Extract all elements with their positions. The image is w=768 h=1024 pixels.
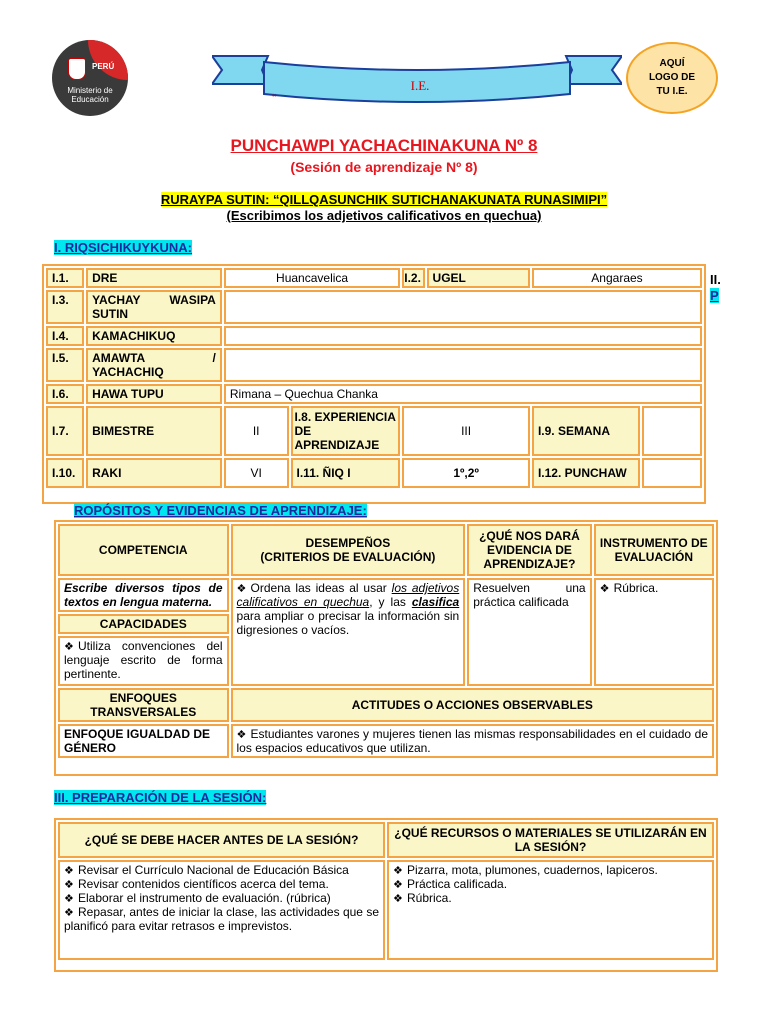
info-value-experience: III: [402, 406, 530, 456]
header-actitudes: ACTITUDES O ACCIONES OBSERVABLES: [231, 688, 714, 722]
section-2-heading: [74, 503, 367, 518]
info-key-2: [402, 268, 424, 288]
section-3-heading: [54, 790, 266, 805]
info-key-5: I.5.: [46, 348, 84, 382]
side-note-line1: II.: [710, 272, 721, 287]
info-label-bimester: BIMESTRE: [86, 406, 222, 456]
header-desempenos-line1: DESEMPEÑOS: [305, 536, 391, 550]
oval-line3: TU I.E.: [656, 86, 688, 97]
purposes-table-frame: [54, 520, 718, 776]
resource-item-3: Rúbrica.: [407, 891, 452, 905]
bullet-icon: ❖: [236, 583, 247, 595]
bullet-icon: ❖: [64, 879, 74, 891]
info-key-7: I.7.: [46, 406, 84, 456]
enfoque-text: ENFOQUE IGUALDAD DE GÉNERO: [58, 724, 229, 758]
section-1-text: I. RIQSICHIKUYKUNA:: [54, 240, 192, 255]
school-logo-placeholder: [626, 42, 718, 114]
info-value-teacher: [224, 348, 702, 382]
section-2-text: ROPÓSITOS Y EVIDENCIAS DE APRENDIZAJE:: [74, 503, 367, 518]
prep-table: [56, 820, 716, 962]
info-value-week: [642, 406, 702, 456]
info-key-12: I.12.: [537, 466, 562, 480]
before-list: [58, 860, 385, 960]
header-capacidades: CAPACIDADES: [58, 614, 229, 634]
info-label-experience: EXPERIENCIA DE APRENDIZAJE: [294, 410, 396, 452]
info-label-area: HAWA TUPU: [86, 384, 222, 404]
capacidad-cell: [58, 636, 229, 686]
oval-line1: AQUÍ: [659, 58, 685, 69]
info-value-area: Rimana – Quechua Chanka: [224, 384, 702, 404]
section-3-text: III. PREPARACIÓN DE LA SESIÓN:: [54, 790, 267, 805]
list-item: [64, 877, 379, 891]
logo-country: PERÚ: [92, 62, 115, 71]
info-key-9: I.9.: [537, 424, 555, 438]
list-item: [393, 863, 708, 877]
resource-item-2: Práctica calificada.: [407, 877, 508, 891]
header-desempenos-line2: (CRITERIOS DE EVALUACIÓN): [260, 550, 436, 564]
info-label-dre: DRE: [86, 268, 222, 288]
bullet-icon: ❖: [393, 865, 403, 877]
info-key-1: I.1.: [46, 268, 84, 288]
header-evidencia: ¿QUÉ NOS DARÁ EVIDENCIA DE APRENDIZAJE?: [467, 524, 591, 576]
info-label-ugel: UGEL: [427, 268, 530, 288]
info-value-director: [224, 326, 702, 346]
bullet-icon: ❖: [393, 893, 403, 905]
list-item: [64, 891, 379, 905]
info-value-ugel: Angaraes: [532, 268, 702, 288]
info-value-day: [642, 458, 702, 488]
logo-ministry-line2: Educación: [71, 95, 109, 104]
header-enfoques: ENFOQUES TRANSVERSALES: [58, 688, 229, 722]
list-item: [393, 877, 708, 891]
before-item-1: Revisar el Currículo Nacional de Educación Básica: [78, 863, 349, 877]
info-grade-cell: [291, 458, 401, 488]
page-subtitle: (Sesión de aprendizaje Nº 8): [290, 159, 478, 175]
banner-quote: “: [272, 93, 277, 104]
bullet-icon: ❖: [236, 729, 247, 741]
info-experience-cell: [291, 406, 401, 456]
header-before-session: ¿QUÉ SE DEBE HACER ANTES DE LA SESIÓN?: [58, 822, 385, 858]
info-key-4: I.4.: [46, 326, 84, 346]
side-note-line2: P: [710, 288, 719, 303]
section-1-heading: [54, 240, 192, 255]
bullet-icon: ❖: [64, 893, 74, 905]
purposes-table: [56, 522, 716, 760]
bullet-icon: ❖: [599, 583, 610, 595]
actitud-text: Estudiantes varones y mujeres tienen las mismas responsabilidades en el cuidado de los espacios educativos que utilizan.: [236, 727, 708, 755]
bullet-icon: ❖: [64, 907, 74, 919]
desempeno-part-e: para ampliar o precisar la información sin digresiones o vacíos.: [236, 609, 460, 637]
logo-red-segment: [88, 40, 128, 80]
header-instrumento: INSTRUMENTO DE EVALUACIÓN: [594, 524, 714, 576]
info-label-cycle: RAKI: [86, 458, 222, 488]
bullet-icon: ❖: [393, 879, 403, 891]
list-item: [64, 863, 379, 877]
capacidad-text: Utiliza convenciones del lenguaje escrito de forma pertinente.: [64, 639, 223, 681]
ministry-logo: [52, 40, 128, 116]
info-day-cell: [532, 458, 640, 488]
before-item-3: Elaborar el instrumento de evaluación. (rúbrica): [78, 891, 331, 905]
bullet-icon: ❖: [64, 865, 74, 877]
info-key-11: I.11.: [296, 466, 320, 480]
header-desempenos: [231, 524, 466, 576]
info-week-cell: [532, 406, 640, 456]
actitud-cell: [231, 724, 714, 758]
desempeno-part-d: clasifica: [411, 595, 460, 609]
info-key-8: I.8.: [294, 410, 312, 424]
desempeno-cell: [231, 578, 466, 686]
desempeno-part-a: Ordena las ideas al usar: [250, 581, 392, 595]
page-title: PUNCHAWPI YACHACHINAKUNA Nº 8: [230, 136, 538, 155]
instrumento-text: Rúbrica.: [613, 581, 659, 595]
info-value-cycle: VI: [224, 458, 289, 488]
list-item: [393, 891, 708, 905]
info-table-frame: [42, 264, 706, 504]
resource-item-1: Pizarra, mota, plumones, cuadernos, lapiceros.: [407, 863, 658, 877]
desempeno-part-b: los adjetivos calificativos en quechua: [236, 581, 460, 609]
session-theme-translation: (Escribimos los adjetivos calificativos en quechua): [226, 208, 542, 223]
info-label-grade: ÑIQ I: [322, 466, 351, 480]
shield-icon: [68, 58, 86, 80]
header-competencia: COMPETENCIA: [58, 524, 229, 576]
oval-line2: LOGO DE: [648, 72, 696, 83]
evidencia-text: Resuelven una práctica calificada: [467, 578, 591, 686]
list-item: [64, 905, 379, 933]
info-value-school: [224, 290, 702, 324]
info-label-day: PUNCHAW: [564, 466, 627, 480]
desempeno-part-c: , y las: [369, 595, 412, 609]
competencia-text: Escribe diversos tipos de textos en lengua materna.: [58, 578, 229, 612]
logo-ministry-line1: Ministerio de: [67, 86, 113, 95]
info-label-teacher: AMAWTA / YACHACHIQ: [86, 348, 222, 382]
info-key-3: I.3.: [46, 290, 84, 324]
info-key-2-text: I.2.: [404, 271, 421, 285]
info-key-6: I.6.: [46, 384, 84, 404]
info-table: [44, 266, 704, 490]
banner-ie-label: I.E.: [410, 78, 430, 93]
header-resources: ¿QUÉ RECURSOS O MATERIALES SE UTILIZARÁN EN LA SESIÓN?: [387, 822, 714, 858]
instrumento-cell: [594, 578, 714, 686]
info-value-grade: 1º,2º: [402, 458, 530, 488]
info-key-10: I.10.: [46, 458, 84, 488]
info-value-bimester: II: [224, 406, 289, 456]
info-value-dre: Huancavelica: [224, 268, 400, 288]
bullet-icon: ❖: [64, 641, 74, 653]
before-item-4: Repasar, antes de iniciar la clase, las actividades que se planificó para evitar retrasos e imprevistos.: [64, 905, 379, 933]
info-label-director: KAMACHIKUQ: [86, 326, 222, 346]
prep-table-frame: [54, 818, 718, 972]
info-label-school: YACHAY WASIPA SUTIN: [86, 290, 222, 324]
info-label-week: SEMANA: [558, 424, 611, 438]
session-theme: [0, 192, 768, 207]
before-item-2: Revisar contenidos científicos acerca del tema.: [78, 877, 329, 891]
session-theme-text: RURAYPA SUTIN: “QILLQASUNCHIK SUTICHANAKUNATA RUNASIMIPI”: [160, 192, 608, 207]
resources-list: [387, 860, 714, 960]
